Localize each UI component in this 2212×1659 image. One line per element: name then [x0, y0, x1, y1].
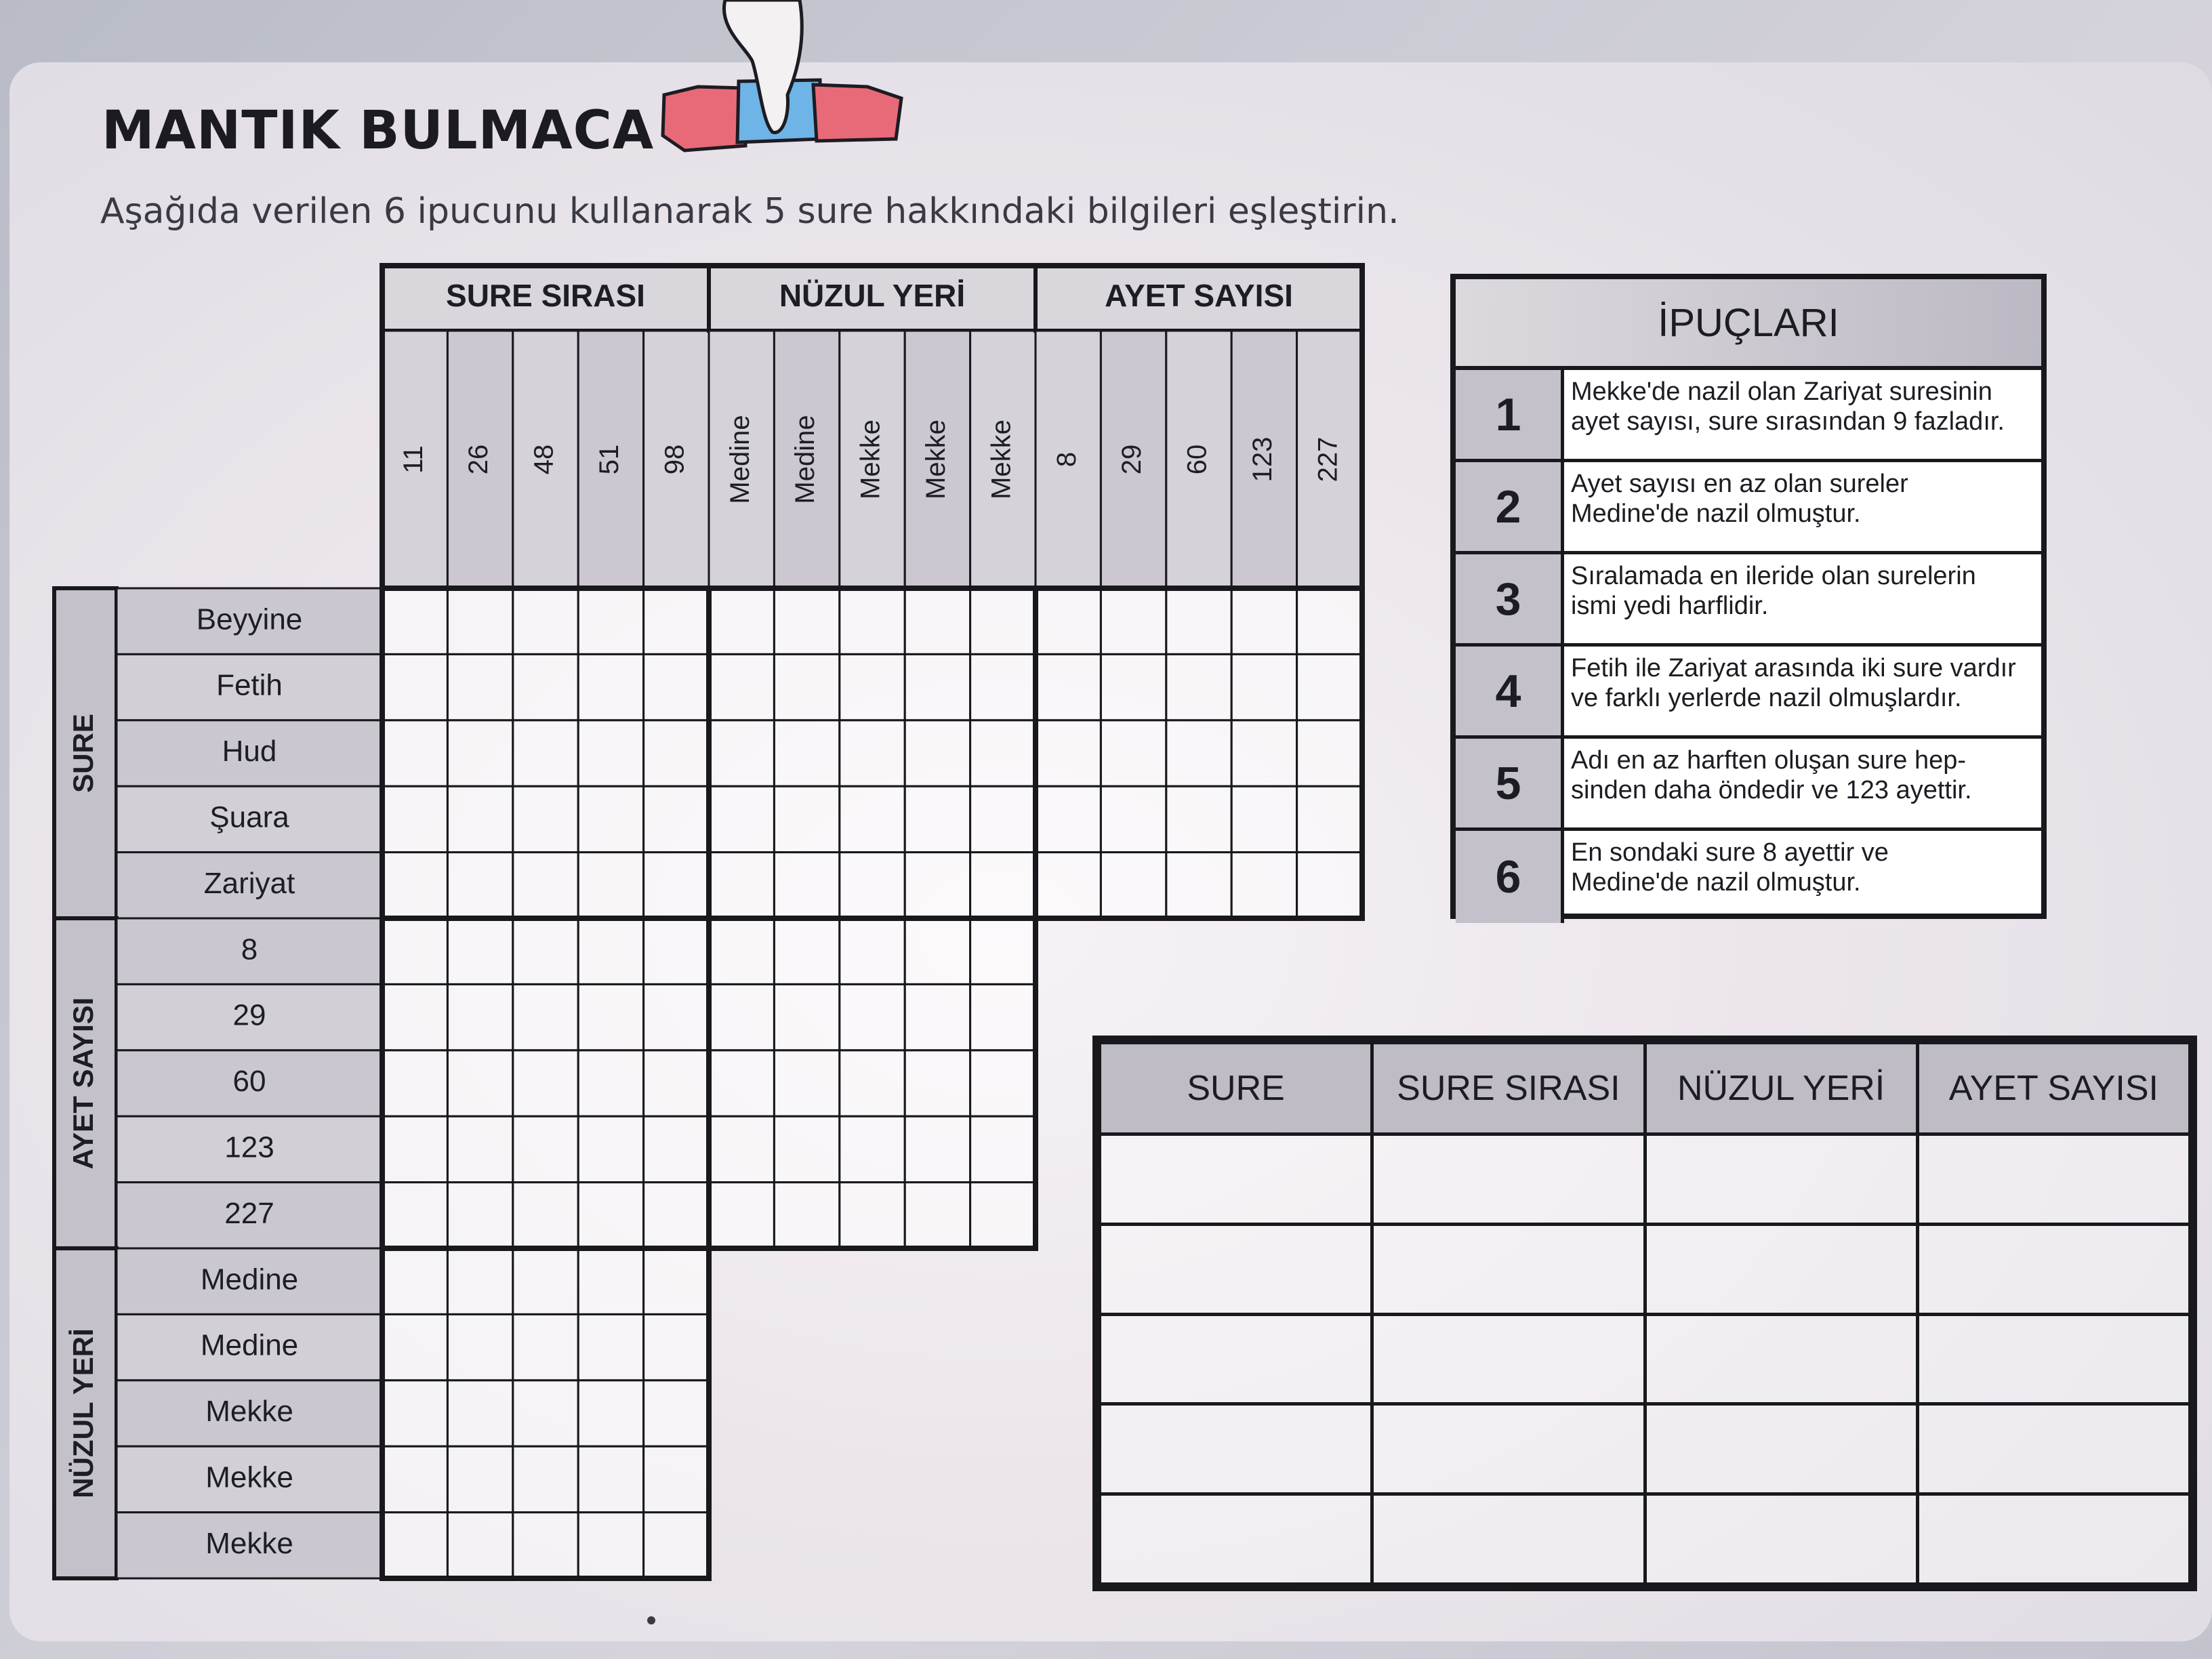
- answer-cell[interactable]: [1917, 1314, 2190, 1404]
- col-item-label: 98: [659, 444, 690, 475]
- grid-cell[interactable]: [774, 654, 839, 720]
- grid-cell[interactable]: [1231, 588, 1296, 654]
- answer-cell[interactable]: [1372, 1224, 1645, 1314]
- grid-cell[interactable]: [1036, 786, 1101, 852]
- grid-cell[interactable]: [644, 1116, 709, 1182]
- answer-header-cell: SURE: [1100, 1043, 1372, 1134]
- grid-cell[interactable]: [644, 1248, 709, 1314]
- col-item-label: Mekke: [855, 419, 886, 499]
- grid-cell[interactable]: [447, 1050, 512, 1116]
- grid-cell[interactable]: [578, 1314, 643, 1380]
- grid-cell[interactable]: [970, 786, 1036, 852]
- grid-cell[interactable]: [447, 1183, 512, 1248]
- grid-cell[interactable]: [840, 1116, 905, 1182]
- grid-cell[interactable]: [1036, 720, 1101, 786]
- grid-cell[interactable]: [1231, 786, 1296, 852]
- answer-header-cell: NÜZUL YERİ: [1645, 1043, 1917, 1134]
- grid-cell[interactable]: [382, 984, 447, 1050]
- grid-cell[interactable]: [513, 1116, 578, 1182]
- grid-cell[interactable]: [644, 918, 709, 984]
- grid-cell[interactable]: [905, 918, 970, 984]
- row-group-title: NÜZUL YERİ: [67, 1328, 100, 1498]
- grid-cell[interactable]: [1101, 853, 1166, 918]
- grid-cell[interactable]: [447, 588, 512, 654]
- answer-cell[interactable]: [1917, 1224, 2190, 1314]
- clue-number: 1: [1456, 370, 1564, 459]
- col-item-label: 48: [529, 444, 559, 475]
- answer-cell[interactable]: [1917, 1404, 2190, 1494]
- grid-cell[interactable]: [578, 1380, 643, 1446]
- col-item-label: 8: [1051, 451, 1082, 468]
- grid-cell[interactable]: [447, 1513, 512, 1578]
- row-group-title: AYET SAYISI: [67, 997, 100, 1170]
- grid-cell[interactable]: [1297, 654, 1362, 720]
- answer-cell[interactable]: [1645, 1224, 1917, 1314]
- grid-cell[interactable]: [644, 984, 709, 1050]
- answer-cell[interactable]: [1645, 1404, 1917, 1494]
- col-item-label: 227: [1313, 436, 1343, 483]
- col-item-label: 11: [398, 445, 428, 474]
- grid-cell[interactable]: [644, 720, 709, 786]
- grid-cell[interactable]: [1101, 654, 1166, 720]
- grid-cell[interactable]: [513, 1446, 578, 1512]
- grid-cell[interactable]: [447, 984, 512, 1050]
- clue-row: [1456, 370, 2041, 462]
- grid-cell[interactable]: [1297, 720, 1362, 786]
- grid-cell[interactable]: [578, 1248, 643, 1314]
- answer-cell[interactable]: [1372, 1494, 1645, 1584]
- grid-cell[interactable]: [382, 1513, 447, 1578]
- row-item-label: 123: [224, 1130, 274, 1164]
- grid-cell[interactable]: [1101, 720, 1166, 786]
- answer-cell[interactable]: [1100, 1404, 1372, 1494]
- grid-cell[interactable]: [840, 654, 905, 720]
- grid-cell[interactable]: [1297, 786, 1362, 852]
- grid-cell[interactable]: [382, 918, 447, 984]
- grid-cell[interactable]: [709, 588, 774, 654]
- grid-cell[interactable]: [840, 984, 905, 1050]
- grid-cell[interactable]: [774, 1050, 839, 1116]
- grid-cell[interactable]: [447, 918, 512, 984]
- answer-row: [1100, 1224, 2190, 1314]
- grid-cell[interactable]: [513, 1314, 578, 1380]
- clue-number: 2: [1456, 462, 1564, 551]
- row-item-label: Beyyine: [196, 602, 303, 636]
- grid-cell[interactable]: [578, 720, 643, 786]
- grid-cell[interactable]: [905, 654, 970, 720]
- answer-table-box: [1092, 1036, 2197, 1591]
- row-item-label: Mekke: [205, 1526, 293, 1560]
- grid-cell[interactable]: [447, 654, 512, 720]
- grid-cell[interactable]: [1166, 654, 1231, 720]
- grid-cell[interactable]: [644, 1380, 709, 1446]
- grid-cell[interactable]: [709, 1183, 774, 1248]
- grid-cell[interactable]: [1231, 853, 1296, 918]
- grid-cell[interactable]: [513, 1380, 578, 1446]
- grid-cell[interactable]: [840, 1050, 905, 1116]
- grid-cell[interactable]: [513, 1050, 578, 1116]
- clues-list: [1456, 370, 2041, 923]
- grid-cell[interactable]: [578, 1183, 643, 1248]
- grid-cell[interactable]: [578, 654, 643, 720]
- grid-cell[interactable]: [709, 786, 774, 852]
- clue-row: [1456, 647, 2041, 739]
- grid-cell[interactable]: [1036, 853, 1101, 918]
- answer-row: [1100, 1404, 2190, 1494]
- grid-cell[interactable]: [578, 853, 643, 918]
- row-item-label: 227: [224, 1196, 274, 1230]
- grid-cell[interactable]: [1166, 786, 1231, 852]
- grid-cell[interactable]: [970, 720, 1036, 786]
- grid-cell[interactable]: [382, 853, 447, 918]
- grid-cell[interactable]: [513, 786, 578, 852]
- answer-body: [1100, 1134, 2190, 1584]
- grid-cell[interactable]: [382, 588, 447, 654]
- grid-cell[interactable]: [709, 984, 774, 1050]
- grid-cell[interactable]: [447, 1248, 512, 1314]
- grid-cell[interactable]: [905, 588, 970, 654]
- grid-cell[interactable]: [1297, 853, 1362, 918]
- clue-number: 5: [1456, 739, 1564, 827]
- grid-cell[interactable]: [709, 853, 774, 918]
- grid-cell[interactable]: [709, 720, 774, 786]
- grid-cell[interactable]: [644, 1050, 709, 1116]
- grid-cell[interactable]: [970, 1116, 1036, 1182]
- col-item-label: 51: [594, 444, 624, 475]
- grid-cell[interactable]: [447, 786, 512, 852]
- grid-cell[interactable]: [840, 1183, 905, 1248]
- answer-cell[interactable]: [1645, 1314, 1917, 1404]
- grid-cell[interactable]: [513, 588, 578, 654]
- answer-header-cell: SURE SIRASI: [1372, 1043, 1645, 1134]
- grid-cell[interactable]: [513, 918, 578, 984]
- answer-table: [1098, 1041, 2192, 1586]
- grid-cell[interactable]: [840, 786, 905, 852]
- grid-cell[interactable]: [970, 1050, 1036, 1116]
- grid-cell[interactable]: [970, 984, 1036, 1050]
- answer-row: [1100, 1494, 2190, 1584]
- col-item-label: Mekke: [920, 419, 951, 499]
- grid-cell[interactable]: [970, 588, 1036, 654]
- grid-cell[interactable]: [774, 853, 839, 918]
- grid-cell[interactable]: [905, 1183, 970, 1248]
- grid-cell[interactable]: [774, 1116, 839, 1182]
- grid-cell[interactable]: [382, 1248, 447, 1314]
- clue-text: Adı en az harften oluşan sure hep- sinden daha öndedir ve 123 ayettir.: [1571, 746, 1972, 804]
- grid-cell[interactable]: [1297, 588, 1362, 654]
- grid-cell[interactable]: [578, 786, 643, 852]
- row-item-label: Medine: [200, 1263, 299, 1296]
- grid-cell[interactable]: [970, 1183, 1036, 1248]
- clue-number: 6: [1456, 831, 1564, 923]
- grid-cell[interactable]: [774, 984, 839, 1050]
- grid-cell[interactable]: [447, 1314, 512, 1380]
- grid-cell[interactable]: [970, 853, 1036, 918]
- grid-cell[interactable]: [513, 1248, 578, 1314]
- grid-cell[interactable]: [905, 786, 970, 852]
- row-group-title: SURE: [67, 714, 100, 793]
- clue-row: [1456, 462, 2041, 554]
- col-item-label: Medine: [790, 415, 821, 504]
- grid-cell[interactable]: [1166, 588, 1231, 654]
- clue-text: En sondaki sure 8 ayettir ve Medine'de nazil olmuştur.: [1571, 838, 1889, 897]
- grid-cell[interactable]: [709, 654, 774, 720]
- grid-cell[interactable]: [578, 1116, 643, 1182]
- grid-cell[interactable]: [970, 654, 1036, 720]
- grid-cell[interactable]: [709, 918, 774, 984]
- col-item-label: 29: [1117, 444, 1147, 475]
- row-item-label: 29: [232, 998, 266, 1032]
- grid-cell[interactable]: [774, 918, 839, 984]
- grid-cell[interactable]: [382, 1183, 447, 1248]
- grid-cell[interactable]: [578, 918, 643, 984]
- grid-cell[interactable]: [447, 1446, 512, 1512]
- row-item-label: Medine: [200, 1328, 299, 1362]
- clue-row: [1456, 739, 2041, 831]
- grid-cell[interactable]: [382, 1116, 447, 1182]
- col-group-title: AYET SAYISI: [1105, 278, 1293, 314]
- grid-cell[interactable]: [774, 720, 839, 786]
- grid-cell[interactable]: [644, 1183, 709, 1248]
- grid-cell[interactable]: [1166, 853, 1231, 918]
- grid-cell[interactable]: [1231, 654, 1296, 720]
- col-item-label: 60: [1182, 444, 1212, 475]
- answer-cell[interactable]: [1372, 1404, 1645, 1494]
- answer-row: [1100, 1314, 2190, 1404]
- grid-cell[interactable]: [644, 853, 709, 918]
- col-group-title: SURE SIRASI: [446, 278, 645, 314]
- grid-cell[interactable]: [774, 786, 839, 852]
- grid-cell[interactable]: [644, 588, 709, 654]
- row-item-label: Mekke: [205, 1395, 293, 1429]
- answer-row: [1100, 1134, 2190, 1225]
- answer-cell[interactable]: [1100, 1224, 1372, 1314]
- grid-cell[interactable]: [840, 918, 905, 984]
- page-title: MANTIK BULMACA: [102, 100, 655, 161]
- grid-cell[interactable]: [970, 918, 1036, 984]
- grid-cell[interactable]: [1036, 588, 1101, 654]
- grid-cell[interactable]: [1231, 720, 1296, 786]
- answer-cell[interactable]: [1372, 1134, 1645, 1225]
- grid-cell[interactable]: [1101, 588, 1166, 654]
- row-item-label: Şuara: [209, 800, 289, 834]
- print-dot: [647, 1616, 655, 1624]
- answer-cell[interactable]: [1917, 1494, 2190, 1584]
- grid-cell[interactable]: [644, 786, 709, 852]
- grid-cell[interactable]: [1101, 786, 1166, 852]
- grid-cell[interactable]: [447, 853, 512, 918]
- grid-cell[interactable]: [513, 654, 578, 720]
- answer-cell[interactable]: [1645, 1134, 1917, 1225]
- col-item-label: Medine: [724, 415, 755, 504]
- grid-cell[interactable]: [774, 588, 839, 654]
- grid-cell[interactable]: [1036, 654, 1101, 720]
- col-group-title: NÜZUL YERİ: [779, 278, 966, 314]
- answer-cell[interactable]: [1100, 1494, 1372, 1584]
- clue-row: [1456, 831, 2041, 923]
- answer-cell[interactable]: [1372, 1314, 1645, 1404]
- col-item-label: 123: [1247, 436, 1277, 483]
- grid-cell[interactable]: [382, 1446, 447, 1512]
- row-item-label: Fetih: [216, 668, 283, 702]
- grid-cell[interactable]: [382, 786, 447, 852]
- grid-cell[interactable]: [513, 720, 578, 786]
- page-subtitle: Aşağıda verilen 6 ipucunu kullanarak 5 sure hakkındaki bilgileri eşleştirin.: [100, 191, 1399, 232]
- grid-cell[interactable]: [382, 654, 447, 720]
- grid-cell[interactable]: [644, 1513, 709, 1578]
- answer-header-cell: AYET SAYISI: [1917, 1043, 2190, 1134]
- clue-text: Sıralamada en ileride olan surelerin ismi yedi harflidir.: [1571, 562, 1976, 620]
- grid-cell[interactable]: [905, 984, 970, 1050]
- grid-cell[interactable]: [447, 1380, 512, 1446]
- grid-cell[interactable]: [513, 1513, 578, 1578]
- grid-cell[interactable]: [905, 1050, 970, 1116]
- grid-cell[interactable]: [578, 1050, 643, 1116]
- answer-header-row: [1100, 1043, 2190, 1134]
- clues-title: İPUÇLARI: [1456, 279, 2041, 370]
- grid-cell[interactable]: [644, 1314, 709, 1380]
- clue-number: 3: [1456, 554, 1564, 643]
- answer-cell[interactable]: [1100, 1314, 1372, 1404]
- grid-cell[interactable]: [513, 1183, 578, 1248]
- grid-cell[interactable]: [578, 588, 643, 654]
- grid-cell[interactable]: [905, 1116, 970, 1182]
- grid-cell[interactable]: [709, 1116, 774, 1182]
- grid-cell[interactable]: [578, 984, 643, 1050]
- grid-cell[interactable]: [840, 720, 905, 786]
- clues-panel: [1450, 274, 2047, 919]
- answer-cell[interactable]: [1100, 1134, 1372, 1225]
- answer-cell[interactable]: [1917, 1134, 2190, 1225]
- row-item-label: Zariyat: [203, 866, 295, 900]
- grid-cell[interactable]: [709, 1050, 774, 1116]
- grid-cell[interactable]: [1166, 720, 1231, 786]
- row-item-label: 8: [241, 933, 258, 966]
- grid-cell[interactable]: [513, 853, 578, 918]
- grid-cell[interactable]: [578, 1446, 643, 1512]
- clue-row: [1456, 554, 2041, 647]
- grid-cell[interactable]: [382, 1314, 447, 1380]
- clue-text: Mekke'de nazil olan Zariyat suresinin ayet sayısı, sure sırasından 9 fazladır.: [1571, 377, 2005, 436]
- grid-cell[interactable]: [382, 1050, 447, 1116]
- grid-cell[interactable]: [578, 1513, 643, 1578]
- grid-cell[interactable]: [447, 720, 512, 786]
- row-item-label: Mekke: [205, 1460, 293, 1494]
- grid-cell[interactable]: [840, 588, 905, 654]
- grid-cell[interactable]: [382, 1380, 447, 1446]
- grid-cell[interactable]: [840, 853, 905, 918]
- grid-cell[interactable]: [905, 853, 970, 918]
- grid-cell[interactable]: [774, 1183, 839, 1248]
- grid-cell[interactable]: [644, 654, 709, 720]
- grid-cell[interactable]: [513, 984, 578, 1050]
- grid-cell[interactable]: [644, 1446, 709, 1512]
- col-item-label: 26: [464, 444, 494, 475]
- grid-cell[interactable]: [382, 720, 447, 786]
- row-item-label: Hud: [222, 735, 277, 769]
- answer-cell[interactable]: [1645, 1494, 1917, 1584]
- grid-cell[interactable]: [905, 720, 970, 786]
- clue-text: Fetih ile Zariyat arasında iki sure vardır ve farklı yerlerde nazil olmuşlardır.: [1571, 654, 2016, 712]
- clue-text: Ayet sayısı en az olan sureler Medine'de nazil olmuştur.: [1571, 470, 1908, 528]
- grid-cell[interactable]: [447, 1116, 512, 1182]
- row-item-label: 60: [232, 1065, 266, 1099]
- clue-number: 4: [1456, 647, 1564, 735]
- col-item-label: Mekke: [986, 419, 1017, 499]
